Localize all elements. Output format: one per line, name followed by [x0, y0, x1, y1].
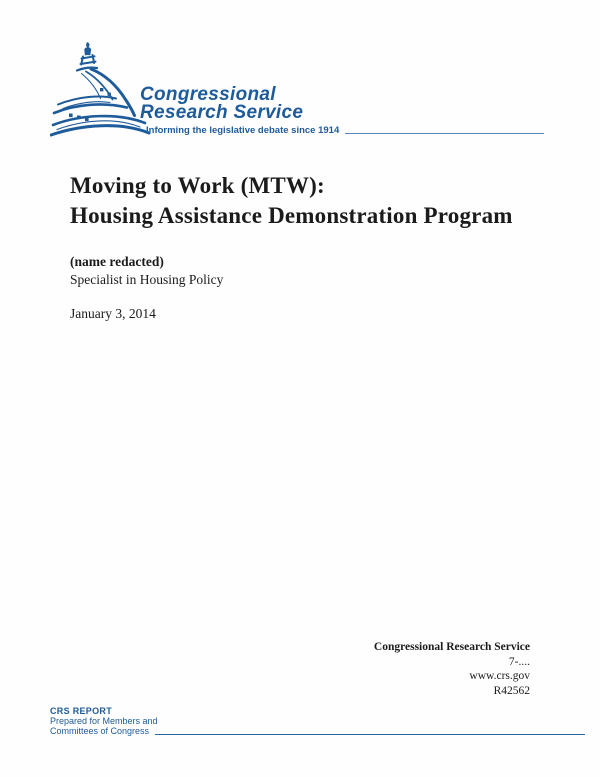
- report-title: [70, 171, 513, 231]
- masthead-rule: [345, 133, 544, 134]
- logo-tagline: Informing the legislative debate since 1914: [146, 125, 340, 136]
- footer-left-block: [50, 706, 585, 737]
- author-block: [70, 253, 223, 289]
- logo-org-line1: Congressional: [140, 84, 276, 105]
- report-number: R42562: [493, 684, 530, 697]
- footer-phone: 7-....: [508, 655, 530, 668]
- footer-website: www.crs.gov: [469, 670, 530, 682]
- author-name: (name redacted): [70, 254, 164, 269]
- report-title-line1: Moving to Work (MTW):: [70, 173, 325, 198]
- report-date: January 3, 2014: [70, 306, 156, 321]
- logo-org-line2: Research Service: [140, 101, 304, 123]
- crs-logo-wordmark: [140, 86, 303, 121]
- crs-report-label: CRS REPORT: [50, 706, 113, 716]
- prepared-for-line1: Prepared for Members and: [50, 716, 158, 727]
- prepared-for-line2: Committees of Congress: [50, 726, 150, 737]
- report-title-line2: Housing Assistance Demonstration Program: [70, 203, 513, 228]
- footer-org-name: Congressional Research Service: [373, 641, 530, 653]
- footer-rule: [155, 734, 585, 735]
- footer-right-block: [374, 640, 530, 698]
- masthead-tagline-row: [146, 125, 544, 136]
- author-role: Specialist in Housing Policy: [70, 272, 224, 287]
- capitol-dome-icon: [50, 41, 152, 141]
- prepared-for-row: [50, 726, 585, 736]
